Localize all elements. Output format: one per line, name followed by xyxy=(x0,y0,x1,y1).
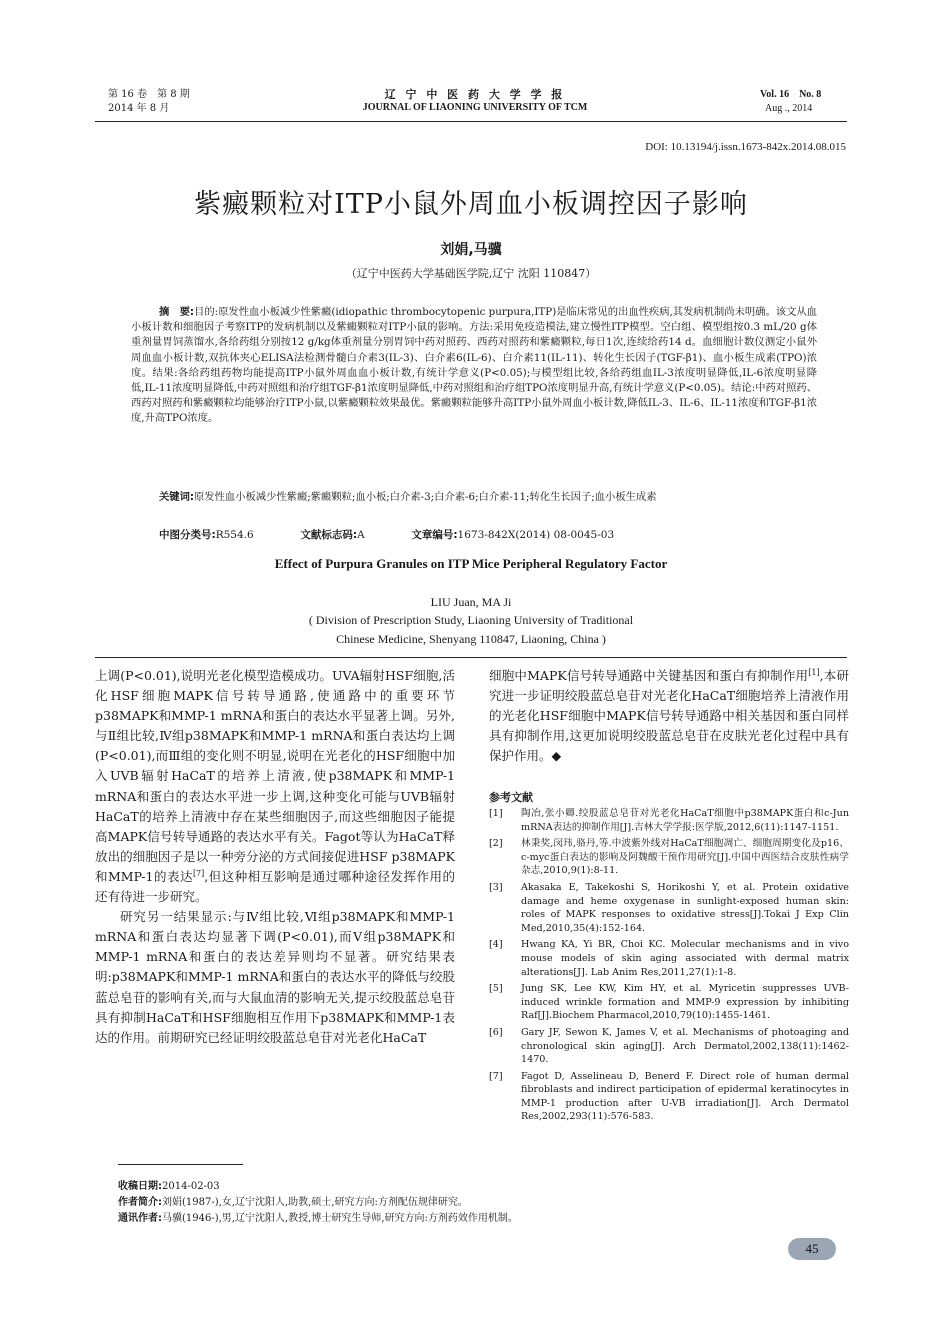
reference-item xyxy=(489,837,849,878)
article-title-en: Effect of Purpura Granules on ITP Mice Peripheral Regulatory Factor xyxy=(274,556,668,571)
reference-text: Jung SK, Lee KW, Kim HY, et al. Myricetin suppresses UVB-induced wrinkle formation and MMP-9 expression by inhibiting Raf[J].Biochem Pharmacol,2010,79(10):1455-1461. xyxy=(521,983,849,1022)
reference-text: 林秉奖,闵玮,骆丹,等.中波紫外线对HaCaT细胞凋亡、细胞周期变化及p16、c-myc蛋白表达的影响及阿魏酸干预作用研究[J].中国中西医结合皮肤性病学杂志,2010,9(1):8-11. xyxy=(521,838,849,877)
classification-line xyxy=(159,527,614,542)
footnote-corresponding: 通讯作者:马骥(1946-),男,辽宁沈阳人,教授,博士研究生导师,研究方向:方剂药效作用机制。 xyxy=(118,1213,518,1224)
reference-item xyxy=(489,1026,849,1067)
body-left-para1: 上调(P<0.01),说明光老化模型造模成功。UVA辐射HSF细胞,活化HSF细胞MAPK信号转导通路,使通路中的重要环节p38MAPK和MMP-1 mRNA和蛋白的表达水平显著上调。另外,与Ⅱ组比较,Ⅳ组p38MAPK和MMP-1 mRNA和蛋白表达均上调(P<0.01),而Ⅲ组的变化则不明显,说明在光老化的HSF细胞中加入UVB辐射HaCaT的培养上清液,使p38MAPK和MMP-1 mRNA和蛋白的表达水平进一步上调,这种变化可能与UVB辐射HaCaT的培养上清液中存在某些细胞因子,而这些细胞因子能提高MAPK信号转导通路的表达水平有关。Fagot等认为HaCaT释放出的细胞因子是以一种旁分泌的方式间接促进HSF p38MAPK和MMP-1的表达[7],但这种相互影响是通过哪种途径发挥作用的还有待进一步研究。 xyxy=(95,668,455,905)
references-list xyxy=(489,807,849,1127)
affiliation-en-line1: ( Division of Prescription Study, Liaoning University of Traditional xyxy=(308,613,634,627)
authors-cn: 刘娟,马骥 xyxy=(440,242,502,258)
reference-number: [7] xyxy=(489,1070,503,1082)
affiliation-en-line2: Chinese Medicine, Shenyang 110847, Liaoning, China ) xyxy=(336,632,606,646)
references-heading: 参考文献 xyxy=(489,791,533,804)
body-column-right xyxy=(489,666,849,766)
doc-code-value: A xyxy=(357,529,365,541)
journal-title-cn: 辽 宁 中 医 药 大 学 学 报 xyxy=(384,88,566,101)
reference-item xyxy=(489,807,849,834)
section-rule xyxy=(95,657,847,658)
affiliation-cn: （辽宁中医药大学基础医学院,辽宁 沈阳 110847） xyxy=(345,267,597,280)
abstract xyxy=(131,305,817,427)
footnote-author: 作者简介:刘娟(1987-),女,辽宁沈阳人,助教,硕士,研究方向:方剂配伍规律研究。 xyxy=(118,1197,468,1208)
reference-item xyxy=(489,881,849,935)
body-left-para2: 研究另一结果显示:与Ⅳ组比较,Ⅵ组p38MAPK和MMP-1 mRNA和蛋白表达均显著下调(P<0.01),而Ⅴ组p38MAPK和MMP-1 mRNA和蛋白的表达差异则均不显著。研究结果表明:p38MAPK和MMP-1 mRNA和蛋白的表达水平的降低与绞股蓝总皂苷的影响有关,而与大鼠血清的影响无关,提示绞股蓝总皂苷具有抑制HaCaT和HSF细胞相互作用下p38MAPK和MMP-1表达的作用。前期研究已经证明绞股蓝总皂苷对光老化HaCaT xyxy=(95,909,455,1045)
reference-item xyxy=(489,1070,849,1124)
reference-number: [4] xyxy=(489,939,503,951)
page-number: 45 xyxy=(788,1238,836,1260)
reference-number: [3] xyxy=(489,881,503,893)
reference-text: Fagot D, Asselineau D, Benerd F. Direct role of human dermal fibroblasts and indirect participation of epidermal keratinocytes in MMP-1 production after U-VB irradiation[J]. Arch Dermatol Res,2002,293(11):576-583. xyxy=(521,1070,849,1123)
reference-number: [2] xyxy=(489,838,503,850)
footnote-rule xyxy=(118,1164,243,1165)
footnote-received: 收稿日期:2014-02-03 xyxy=(118,1181,220,1192)
article-no-value: 1673-842X(2014) 08-0045-03 xyxy=(457,529,615,541)
abstract-text: 目的:原发性血小板减少性紫癜(idiopathic thrombocytopenic purpura,ITP)是临床常见的出血性疾病,其发病机制尚未明确。该文从血小板计数和细胞因子考察ITP的发病机制以及紫癜颗粒对ITP小鼠的影响。方法:采用免疫造模法,建立慢性ITP模型。空白组、模型组按0.3 mL/20 g体重剂量胃饲蒸馏水,各给药组分别按12 g/kg体重剂量分别胃饲中药对照药、西药对照药和紫癜颗粒,每日1次,连续给药14 d。血细胞计数仪测定小鼠外周血血小板计数,双抗体夹心ELISA法检测骨髓白介素3(IL-3)、白介素6(IL-6)、白介素11(IL-11)、转化生长因子(TGF-β1)、血小板生成素(TPO)浓度。结果:各给药组药物均能提高ITP小鼠外周血血小板计数,有统计学意义(P<0.05);与模型组比较,各给药组血IL-3浓度明显降低,IL-6浓度明显降低,IL-11浓度明显降低,中药对照组和治疗组TGF-β1浓度明显降低,中药对照组和治疗组TPO浓度明显升高,有统计学意义(P<0.05)。结论:中药对照药、西药对照药和紫癜颗粒均能够治疗ITP小鼠,以紫癜颗粒效果最优。紫癜颗粒能够升高ITP小鼠外周血小板计数,降低IL-3、IL-6、IL-11浓度和TGF-β1浓度,升高TPO浓度。 xyxy=(131,306,817,425)
citation-7: [7] xyxy=(192,868,205,878)
article-no-label: 文章编号: xyxy=(411,529,458,541)
header-date-cn: 2014 年 8 月 xyxy=(108,103,170,114)
article-title-cn: 紫癜颗粒对ITP小鼠外周血小板调控因子影响 xyxy=(194,189,748,220)
header-date-en: Aug ., 2014 xyxy=(765,103,813,114)
doi: DOI: 10.13194/j.issn.1673-842x.2014.08.015 xyxy=(645,141,846,153)
reference-text: Hwang KA, Yi BR, Choi KC. Molecular mechanisms and in vivo mouse models of skin aging associated with dermal matrix alterations[J]. Lab Anim Res,2011,27(1):1-8. xyxy=(521,939,849,978)
doc-code-label: 文献标志码: xyxy=(300,529,358,541)
header-volume-cn: 第 16 卷 第 8 期 xyxy=(108,89,190,100)
affiliation-en xyxy=(95,611,847,649)
keywords-text: 原发性血小板减少性紫癜;紫癜颗粒;血小板;白介素-3;白介素-6;白介素-11;转化生长因子;血小板生成素 xyxy=(194,491,657,503)
clc-label: 中图分类号: xyxy=(159,529,216,541)
citation-1: [1] xyxy=(808,667,820,677)
body-column-left xyxy=(95,666,455,1048)
reference-text: 陶冶,张小卿.绞股蓝总皂苷对光老化HaCaT细胞中p38MAPK蛋白和c-Jun mRNA表达的抑制作用[J].吉林大学学报:医学版,2012,6(11):1147-1151. xyxy=(521,808,849,833)
reference-number: [1] xyxy=(489,808,503,819)
authors-en: LIU Juan, MA Ji xyxy=(430,595,512,609)
reference-number: [6] xyxy=(489,1026,503,1038)
journal-title-en: JOURNAL OF LIAONING UNIVERSITY OF TCM xyxy=(362,102,588,113)
clc-value: R554.6 xyxy=(215,529,254,541)
body-right-para1: 细胞中MAPK信号转导通路中关键基因和蛋白有抑制作用[1],本研究进一步证明绞股蓝总皂苷对光老化HaCaT细胞培养上清液作用的光老化HSF细胞中MAPK信号转导通路中相关基因和蛋白同样具有抑制作用,这更加说明绞股蓝总皂苷在皮肤光老化过程中具有保护作用。◆ xyxy=(489,667,849,764)
abstract-label: 摘 要: xyxy=(159,306,195,318)
header-rule xyxy=(95,121,847,122)
reference-number: [5] xyxy=(489,983,503,995)
reference-item xyxy=(489,982,849,1023)
keywords xyxy=(131,490,817,505)
reference-text: Gary JF, Sewon K, James V, et al. Mechanisms of photoaging and chronological skin aging[J]. Arch Dermatol,2002,138(11):1462-1470. xyxy=(521,1026,849,1066)
footnotes xyxy=(118,1179,838,1227)
reference-item xyxy=(489,938,849,979)
keywords-label: 关键词: xyxy=(159,491,195,503)
header-volume-en: Vol. 16 No. 8 xyxy=(760,89,822,100)
reference-text: Akasaka E, Takekoshi S, Horikoshi Y, et al. Protein oxidative damage and heme oxygenase in sunlight-exposed human skin: roles of MAPK responses to oxidative stress[J].Tokai J Exp Clin Med,2010,35(4):152-164. xyxy=(521,881,849,934)
